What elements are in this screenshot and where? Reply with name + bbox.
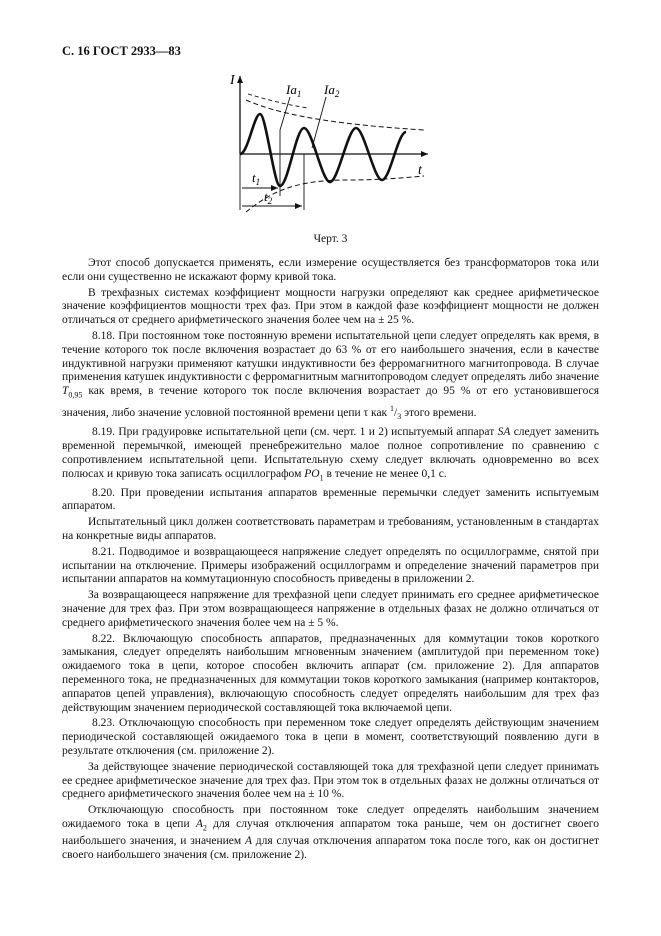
- y-axis-label: I: [230, 73, 235, 88]
- document-body: [62, 257, 599, 863]
- paragraph-8-21: 8.21. Подводимое и возвращающееся напряжение следует определять по осциллограмме, снятой при испытании на отключение. Примеры изображений осциллограмм и определение значений параметров при испытании аппаратов на коммутационную способность приведены в приложении 2.: [62, 545, 599, 586]
- page-header: С. 16 ГОСТ 2933—83: [62, 44, 181, 58]
- lower-envelope: [246, 176, 424, 212]
- paragraph: За действующее значение периодической составляющей тока для трехфазной цепи следует принимать ее среднее арифметическое значение для трех фаз. При этом ток в отдельных фазах не должны отличаться от среднего арифметического значения более чем на ± 10 %.: [62, 760, 599, 801]
- paragraph-8-19: 8.19. При градуировке испытательной цепи (см. черт. 1 и 2) испытуемый аппарат SA следует заменить временной перемычкой, имеющей пренебрежительно малое полное сопротивление по сравнению с сопротивлением испытательной цепи. Испытательную схему следует включать одновременно во всех полюсах и кривую тока записать осциллографом $PO_1$ в течение не менее 0,1 с.: [62, 426, 599, 482]
- paragraph: В трехфазных системах коэффициент мощности нагрузки определяют как среднее арифметическое значение коэффициентов мощности трех фаз. При этом в каждой фазе коэффициент мощности не должен отличаться от среднего арифметического значения более чем на ± 25 %.: [62, 286, 599, 327]
- figure-caption: Черт. 3: [313, 233, 348, 245]
- paragraph: Этот способ допускается применять, если измерение осуществляется без трансформаторов тока или если они существенно не искажают форму кривой тока.: [62, 257, 599, 283]
- current-waveform: [240, 114, 406, 186]
- paragraph-8-20: 8.20. При проведении испытания аппаратов временные перемычки следует заменить испытуемым аппаратом.: [62, 486, 599, 513]
- t2-label: $t_2$: [264, 189, 273, 206]
- paragraph-8-23: 8.23. Отключающую способность при переменном токе следует определять действующим значением периодической составляющей ожидаемого тока в цепи в момент, соответствующий появлению дуги в результате отключения (см. приложение 2).: [62, 717, 599, 758]
- curve-label-1: $Ia_1$: [286, 82, 302, 99]
- paragraph-8-22: 8.22. Включающую способность аппаратов, предназначенных для коммутации токов короткого замыкания, следует определять наибольшим мгновенным значением (амплитудой при переменном токе) ожидаемого тока в цепи, которое способен включить аппарат (см. приложение 2). Для аппаратов переменного тока, не предназначенных для коммутации токов короткого замыкания (например контакторов, аппаратов цепей управления), включающую способность следует определять наибольшим для трех фаз действующим значением периодической составляющей тока включаемой цепи.: [62, 632, 599, 714]
- leader-2: [312, 97, 326, 148]
- paragraph: Испытательный цикл должен соответствовать параметрам и требованиям, установленным в стандартах на конкретные виды аппаратов.: [62, 516, 599, 543]
- current-waveform-figure: [228, 70, 448, 220]
- upper-envelope: [246, 100, 424, 130]
- paragraph: За возвращающееся напряжение для трехфазной цепи следует принимать его среднее арифметическое значение для трех фаз. При этом возвращающееся напряжение в отдельных фазах не должно отличаться от среднего арифметического значения более чем на ± 5 %.: [62, 589, 599, 629]
- curve-label-2: $Ia_2$: [324, 82, 340, 99]
- paragraph: Отключающую способность при постоянном токе следует определять наибольшим значением ожидаемого тока в цепи $A_2$ для случая отключения аппаратом тока раньше, чем он достигнет своего наибольшего значения, и значением A для случая отключения аппаратом тока после того, как он достигнет своего наибольшего значения (см. приложение 2).: [62, 804, 599, 861]
- x-axis-label: t: [418, 163, 422, 178]
- t1-label: $t_1$: [252, 170, 261, 187]
- paragraph-8-18: 8.18. При постоянном токе постоянную времени испытательной цепи следует определять как время, в течение которого ток после включения возрастает до 63 % от его наибольшего значения, если в качестве индуктивной нагрузки применяют катушки индуктивности без ферромагнитного магнитопровода. В случае применения катушек индуктивности с ферромагнитным магнитопроводом следует определять либо значение $T_{0,95}$ как время, в течение которого ток после включения возрастает до 95 % от его установившегося значения, либо значение условной постоянной времени цепи τ как $^1/_3$ этого времени.: [62, 329, 599, 422]
